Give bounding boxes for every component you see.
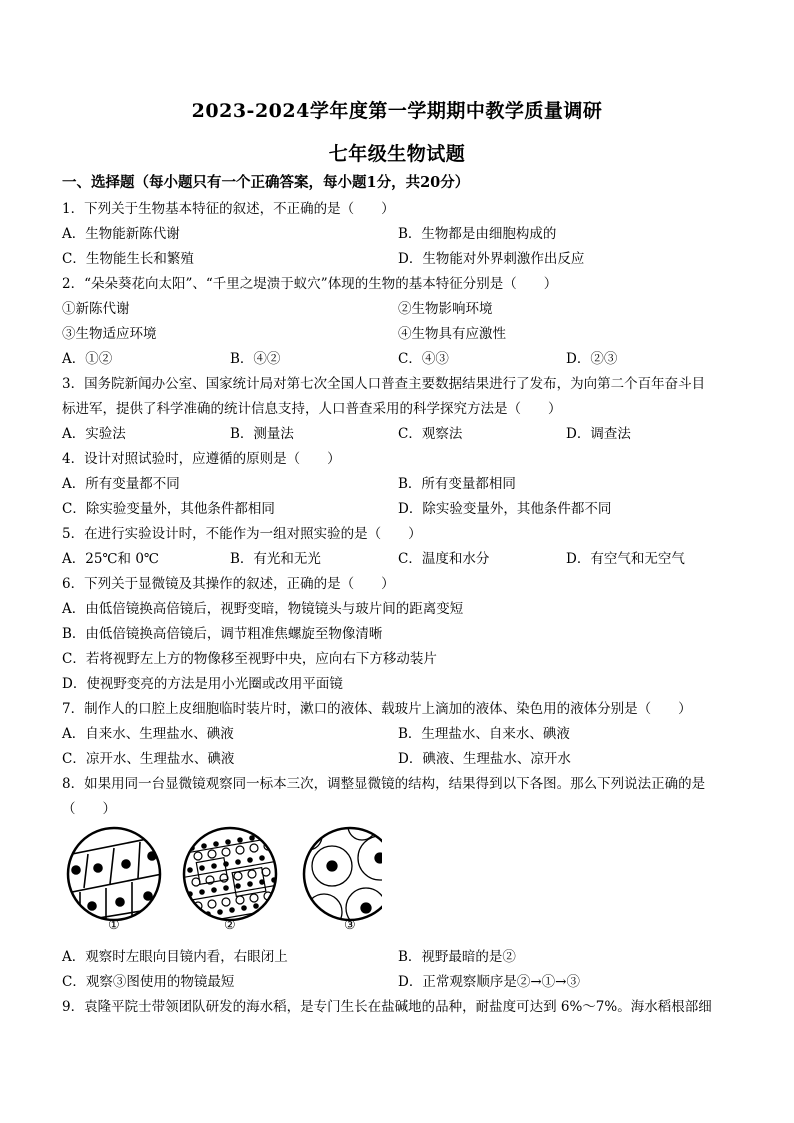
q2-option-b: B．④② [230,351,281,367]
q2-item-2: ②生物影响环境 [398,301,493,317]
q8-option-d: D．正常观察顺序是②→①→③ [398,974,580,990]
q2-item-4: ④生物具有应激性 [398,326,506,342]
q8-option-c: C．观察③图使用的物镜最短 [62,974,235,990]
q4-option-c: C．除实验变量外，其他条件都相同 [62,501,275,517]
q6-option-d: D．使视野变亮的方法是用小光圈或改用平面镜 [62,676,343,692]
q4-option-a: A．所有变量都不同 [62,476,180,492]
q3-option-c: C．观察法 [398,426,463,442]
q8-stem-line1: 8．如果用同一台显微镜观察同一标本三次，调整显微镜的结构，结果得到以下各图。那么下列说法正确的是 [62,776,706,792]
q1-option-c: C．生物能生长和繁殖 [62,251,194,267]
q3-stem-line1: 3．国务院新闻办公室、国家统计局对第七次全国人口普查主要数据结果进行了发布，为向第二个百年奋斗目 [62,376,706,392]
q5-stem: 5．在进行实验设计时，不能作为一组对照实验的是（ ） [62,526,422,542]
q2-item-3: ③生物适应环境 [62,326,157,342]
q3-option-a: A．实验法 [62,426,126,442]
exam-title: 2023-2024学年度第一学期期中教学质量调研 [191,100,603,122]
figure-label-2: ② [224,918,236,933]
q2-option-d: D．②③ [566,351,618,367]
figure-label-3: ③ [344,918,356,933]
q6-option-c: C．若将视野左上方的物像移至视野中央，应向右下方移动装片 [62,651,437,667]
q5-option-d: D．有空气和无空气 [566,551,685,567]
q8-option-b: B．视野最暗的是② [398,949,516,965]
q4-option-d: D．除实验变量外，其他条件都不同 [398,501,612,517]
q7-option-d: D．碘液、生理盐水、凉开水 [398,751,571,767]
q4-option-b: B．所有变量都相同 [398,476,516,492]
q2-option-a: A．①② [62,351,113,367]
q6-option-b: B．由低倍镜换高倍镜后，调节粗准焦螺旋至物像清晰 [62,626,383,642]
exam-subtitle: 七年级生物试题 [328,143,466,165]
q2-stem: 2．“朵朵葵花向太阳”、“千里之堤溃于蚁穴”体现的生物的基本特征分别是（ ） [62,276,558,292]
microscope-views-figure [62,826,382,938]
q5-option-b: B．有光和无光 [230,551,321,567]
figure-label-1: ① [108,918,120,933]
q8-stem-line2: （ ） [62,801,116,817]
microscope-view-1 [62,828,172,924]
q7-option-b: B．生理盐水、自来水、碘液 [398,726,570,742]
section-heading: 一、选择题（每小题只有一个正确答案，每小题1分，共20分） [62,174,470,191]
q6-stem: 6．下列关于显微镜及其操作的叙述，正确的是（ ） [62,576,395,592]
q9-stem-line1: 9．袁隆平院士带领团队研发的海水稻，是专门生长在盐碱地的品种，耐盐度可达到 6%～7%。海水稻根部细 [62,999,712,1015]
q4-stem: 4．设计对照试验时，应遵循的原则是（ ） [62,451,341,467]
q5-option-c: C．温度和水分 [398,551,490,567]
q3-stem-line2: 标进军，提供了科学准确的统计信息支持，人口普查采用的科学探究方法是（ ） [62,401,562,417]
q1-option-b: B．生物都是由细胞构成的 [398,226,557,242]
q1-option-a: A．生物能新陈代谢 [62,226,180,242]
q2-option-c: C．④③ [398,351,449,367]
q1-option-d: D．生物能对外界刺激作出反应 [398,251,585,267]
q7-stem: 7．制作人的口腔上皮细胞临时装片时，漱口的液体、载玻片上滴加的液体、染色用的液体分别是（ ） [62,701,692,717]
q3-option-d: D．调查法 [566,426,631,442]
q7-option-a: A．自来水、生理盐水、碘液 [62,726,234,742]
q3-option-b: B．测量法 [230,426,294,442]
q6-option-a: A．由低倍镜换高倍镜后，视野变暗，物镜镜头与玻片间的距离变短 [62,601,464,617]
microscope-view-2 [180,828,284,926]
q5-option-a: A．25℃和 0℃ [62,551,160,567]
microscope-view-3 [294,826,382,930]
q2-item-1: ①新陈代谢 [62,301,130,317]
q1-stem: 1．下列关于生物基本特征的叙述，不正确的是（ ） [62,201,395,217]
q7-option-c: C．凉开水、生理盐水、碘液 [62,751,235,767]
q8-option-a: A．观察时左眼向目镜内看，右眼闭上 [62,949,288,965]
